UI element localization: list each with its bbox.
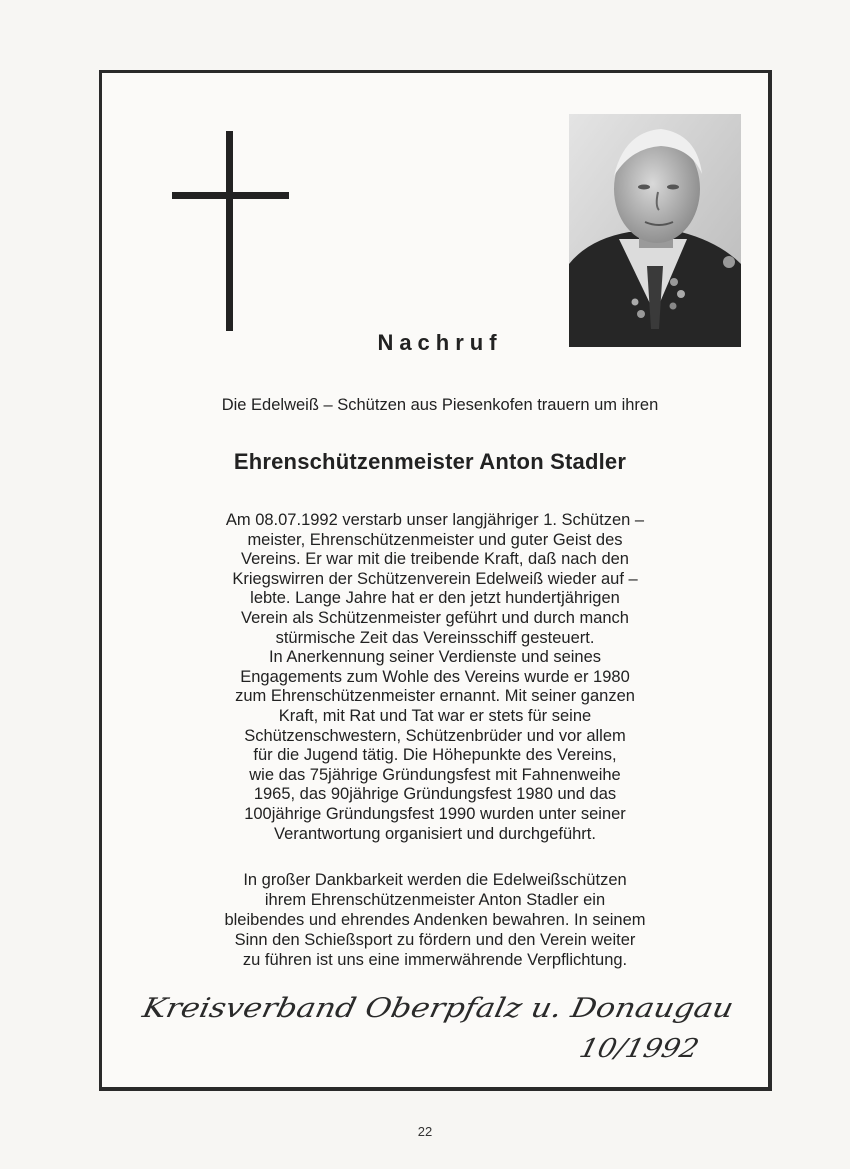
body-line: zum Ehrenschützenmeister ernannt. Mit seiner ganzen [235,687,635,706]
closing-paragraph [170,870,700,970]
closing-line: bleibendes und ehrendes Andenken bewahren. In seinem [224,911,646,929]
cross-icon [226,131,233,331]
deceased-name: Ehrenschützenmeister Anton Stadler [233,449,627,474]
body-line: meister, Ehrenschützenmeister und guter Geist des [247,530,623,549]
body-line: wie das 75jährige Gründungsfest mit Fahnenweihe [249,765,621,784]
body-line: Kraft, mit Rat und Tat war er stets für seine [278,706,592,725]
handwritten-annotation [140,985,740,1065]
body-line: 100jährige Gründungsfest 1990 wurden unter seiner [244,804,626,823]
closing-line: zu führen ist uns eine immerwährende Verpflichtung. [242,951,628,969]
body-line: Verantwortung organisiert und durchgeführt. [274,824,596,843]
body-line: Schützenschwestern, Schützenbrüder und vor allem [244,726,626,745]
body-line: Kriegswirren der Schützenverein Edelweiß wieder auf – [232,569,638,588]
body-line: stürmische Zeit das Vereinsschiff gesteuert. [275,628,595,647]
handwritten-date: 10/1992 [576,1033,692,1064]
handwritten-note: Kreisverband Oberpfalz u. Donaugau [140,993,656,1024]
page-number: 22 [417,1124,433,1139]
portrait-photo [569,114,741,347]
body-line: In Anerkennung seiner Verdienste und seines [268,648,602,667]
closing-line: In großer Dankbarkeit werden die Edelweißschützen [243,871,627,889]
body-line: Am 08.07.1992 verstarb unser langjähriger 1. Schützen – [225,511,645,529]
body-line: Vereins. Er war mit die treibende Kraft, daß nach den [241,550,629,569]
body-line: lebte. Lange Jahre hat er den jetzt hundertjährigen [250,589,620,608]
page-title: Nachruf [377,330,503,355]
intro-text: Die Edelweiß – Schützen aus Piesenkofen trauern um ihren [221,396,659,414]
closing-line: Sinn den Schießsport zu fördern und den Verein weiter [234,931,636,949]
body-line: für die Jugend tätig. Die Höhepunkte des Vereins, [253,746,617,765]
body-line: Engagements zum Wohle des Vereins wurde er 1980 [240,667,630,686]
body-line: Verein als Schützenmeister geführt und durch manch [241,608,629,627]
body-line: 1965, das 90jährige Gründungsfest 1980 und das [253,785,617,804]
cross-icon-bar [172,192,289,199]
closing-line: ihrem Ehrenschützenmeister Anton Stadler ein [264,891,606,909]
obituary-body [170,511,700,844]
